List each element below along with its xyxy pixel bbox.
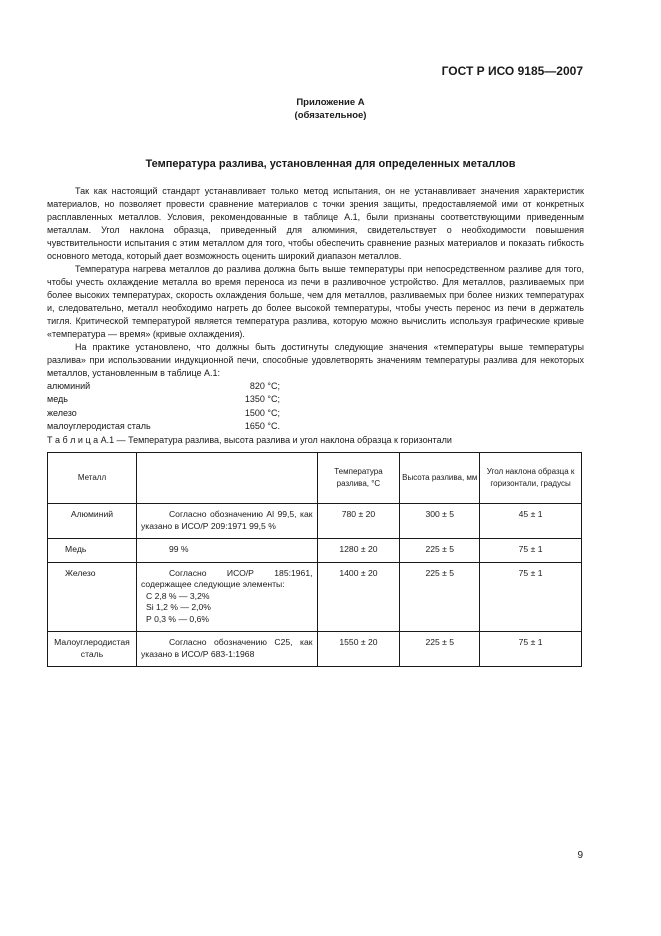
list-item	[47, 380, 584, 393]
cell-description	[136, 632, 317, 667]
paragraph-3: На практике установлено, что должны быть достигнуты следующие значения «температуры выше температуры разлива» при использовании индукционной печи, способные удовлетворять значениям температуры разлива для некоторых металлов, установленным в таблице А.1:	[47, 342, 584, 378]
description-line: С 2,8 % — 3,2%	[145, 590, 210, 601]
header-metal: Металл	[48, 453, 137, 504]
annex-status: (обязательное)	[294, 110, 367, 121]
table-header-row	[48, 453, 582, 504]
list-item-metal: малоуглеродистая сталь	[47, 421, 151, 432]
description-line: Si 1,2 % — 2,0%	[145, 602, 211, 612]
description-line: 99 %	[168, 544, 189, 554]
table-row	[48, 562, 582, 632]
list-item	[47, 420, 584, 433]
cell-metal: Железо	[48, 562, 137, 632]
description-line: Согласно ИСО/Р 185:1961, содержащее следующие элементы:	[140, 567, 313, 589]
header-description	[136, 453, 317, 504]
description-line: Р 0,3 % — 0,6%	[145, 613, 210, 624]
description-line: Согласно обозначению С25, как указано в ИСО/Р 683-1:1968	[140, 637, 313, 659]
cell-height: 225 ± 5	[400, 562, 480, 632]
list-item-temperature: 1650 °С.	[244, 421, 280, 432]
table-row	[48, 504, 582, 539]
table-caption: Т а б л и ц а А.1 — Температура разлива, высота разлива и угол наклона образца к горизонтали	[47, 435, 452, 445]
cell-metal: Алюминий	[48, 504, 137, 539]
paragraph-1: Так как настоящий стандарт устанавливает только метод испытания, он не устанавливает значения характеристик материалов, но позволяет провести сравнение материалов с точки зрения защиты, предоставляемой ими от конкретных расплавленных металлов. Условия, рекомендованные в таблице А.1, были признаны соответствующими приведенным металлам. Угол наклона образца, приведенный для алюминия, свидетельствует о необходимости повышения чувствительности испытания с этим металлом для того, чтобы обеспечить сравнение разных материалов и показать гибкость основного метода, который дает возможность оценить широкий диапазон металлов.	[47, 186, 584, 261]
list-item-temperature: 820 °С;	[249, 381, 280, 391]
cell-description	[136, 562, 317, 632]
list-item	[47, 407, 584, 420]
standard-code: ГОСТ Р ИСО 9185—2007	[441, 64, 583, 78]
cell-height: 300 ± 5	[400, 504, 480, 539]
cell-description	[136, 504, 317, 539]
table-row	[48, 632, 582, 667]
list-item-temperature: 1350 °С;	[244, 394, 280, 405]
page-title: Температура разлива, установленная для определенных металлов	[145, 158, 516, 170]
table-row	[48, 539, 582, 563]
cell-angle: 75 ± 1	[480, 632, 582, 667]
list-item-metal: железо	[47, 407, 77, 418]
cell-description	[136, 539, 317, 563]
description-line: Согласно обозначению Al 99,5, как указано в ИСО/Р 209:1971 99,5 %	[140, 509, 313, 531]
cell-temperature: 1280 ± 20	[317, 539, 400, 563]
header-temperature: Температура разлива, °С	[317, 453, 400, 504]
paragraph-2: Температура нагрева металлов до разлива должна быть выше температуры при непосредственном разливе для того, чтобы учесть охлаждение металла во время переноса из печи в разливочное устройство. Для металлов, разливаемых при более высоких температурах, скорость охлаждения больше, чем для металлов, разливаемых при более низких температурах и, следовательно, металл необходимо нагреть до более высокой температуры, чтобы учесть перенос из печи в держатель тигля. Критической температурой является температура разлива, которую можно вычислить используя графические кривые «температура — время» (кривые охлаждения).	[47, 264, 584, 339]
annex-heading	[0, 96, 661, 122]
header-angle: Угол наклона образца к горизонтали, градусы	[480, 453, 582, 504]
metal-temperature-list	[47, 380, 584, 434]
cell-angle: 45 ± 1	[480, 504, 582, 539]
cell-angle: 75 ± 1	[480, 539, 582, 563]
cell-metal: Медь	[48, 539, 137, 563]
cell-height: 225 ± 5	[400, 539, 480, 563]
list-item-metal: медь	[47, 394, 68, 405]
body-text	[47, 185, 584, 434]
cell-metal: Малоуглеродистая сталь	[48, 632, 137, 667]
header-height: Высота разлива, мм	[400, 453, 480, 504]
pouring-table	[47, 452, 582, 667]
list-item-temperature: 1500 °С;	[244, 407, 280, 418]
list-item-metal: алюминий	[47, 381, 91, 391]
cell-angle: 75 ± 1	[480, 562, 582, 632]
list-item	[47, 393, 584, 406]
cell-temperature: 1550 ± 20	[317, 632, 400, 667]
cell-temperature: 780 ± 20	[317, 504, 400, 539]
page-number: 9	[577, 850, 583, 861]
cell-height: 225 ± 5	[400, 632, 480, 667]
cell-temperature: 1400 ± 20	[317, 562, 400, 632]
annex-title: Приложение А	[296, 97, 365, 108]
